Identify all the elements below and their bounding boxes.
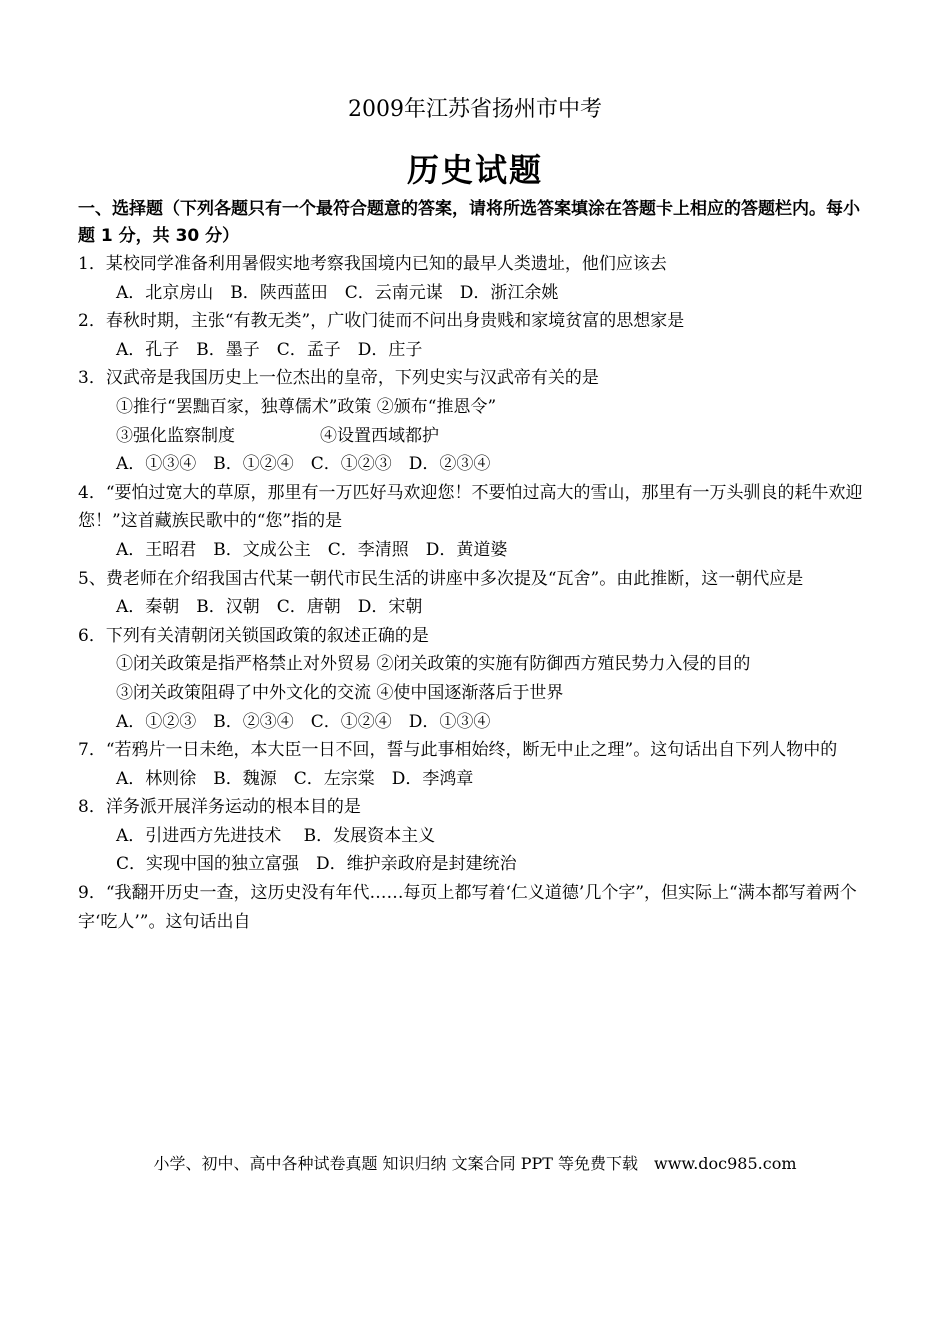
question-stem: 9．“我翻开历史一查，这历史没有年代……每页上都写着‘仁义道德’几个字”，但实际上“满本都写着两个字‘吃人’”。这句话出自 [78, 883, 857, 932]
section-heading: 一、选择题（下列各题只有一个最符合题意的答案，请将所选答案填涂在答题卡上相应的答题栏内。每小题 1 分，共 30 分） [78, 199, 860, 246]
question-stem: 7．“若鸦片一日未绝，本大臣一日不回，誓与此事相始终，断无中止之理”。这句话出自下列人物中的 [78, 740, 838, 761]
question-stem: 2．春秋时期，主张“有教无类”，广收门徒而不问出身贵贱和家境贫富的思想家是 [78, 311, 685, 332]
question-stem: 8．洋务派开展洋务运动的根本目的是 [78, 797, 361, 818]
question-option-line: A．孔子 B．墨子 C．孟子 D．庄子 [116, 339, 423, 360]
question-stem: 6．下列有关清朝闭关锁国政策的叙述正确的是 [78, 625, 429, 646]
question-option-line: A．北京房山 B．陕西蓝田 C．云南元谋 D．浙江余姚 [116, 282, 559, 303]
question-stem: 1．某校同学准备利用暑假实地考察我国境内已知的最早人类遗址，他们应该去 [78, 254, 667, 274]
footer-text: 小学、初中、高中各种试卷真题 知识归纳 文案合同 PPT 等免费下载 www.doc985.com [153, 1154, 797, 1173]
question-option-line: ①推行“罢黜百家，独尊儒术”政策 ②颁布“推恩令” [116, 396, 497, 417]
question-option-line: A．①③④ B．①②④ C．①②③ D．②③④ [116, 454, 491, 475]
question-stem: 3．汉武帝是我国历史上一位杰出的皇帝，下列史实与汉武帝有关的是 [78, 368, 599, 389]
question-option-line: ①闭关政策是指严格禁止对外贸易 ②闭关政策的实施有防御西方殖民势力入侵的目的 [116, 654, 751, 675]
exam-title: 2009年江苏省扬州市中考 [348, 97, 602, 122]
question-stem: 5、费老师在介绍我国古代某一朝代市民生活的讲座中多次提及“瓦舍”。由此推断，这一朝代应是 [78, 568, 804, 589]
question-option-line: A．王昭君 B．文成公主 C．李清照 D．黄道婆 [116, 539, 508, 560]
question-option-line: C．实现中国的独立富强 D．维护亲政府是封建统治 [116, 854, 517, 875]
question-list [78, 250, 874, 936]
question-option-line: A．①②③ B．②③④ C．①②④ D．①③④ [116, 711, 491, 732]
question-option-line: A．引进西方先进技术 B．发展资本主义 [116, 825, 436, 846]
question-stem: 4．“要怕过宽大的草原，那里有一万匹好马欢迎您！不要怕过高大的雪山，那里有一万头驯良的耗牛欢迎您！”这首藏族民歌中的“您”指的是 [78, 482, 863, 532]
question-option-line: A．林则徐 B．魏源 C．左宗棠 D．李鸿章 [116, 768, 474, 789]
subject-title: 历史试题 [406, 151, 543, 189]
question-option-line: ③闭关政策阻碍了中外文化的交流 ④使中国逐渐落后于世界 [116, 682, 564, 703]
question-option-line: ③强化监察制度 ④设置西域都护 [116, 425, 439, 446]
question-option-line: A．秦朝 B．汉朝 C．唐朝 D．宋朝 [116, 597, 423, 618]
